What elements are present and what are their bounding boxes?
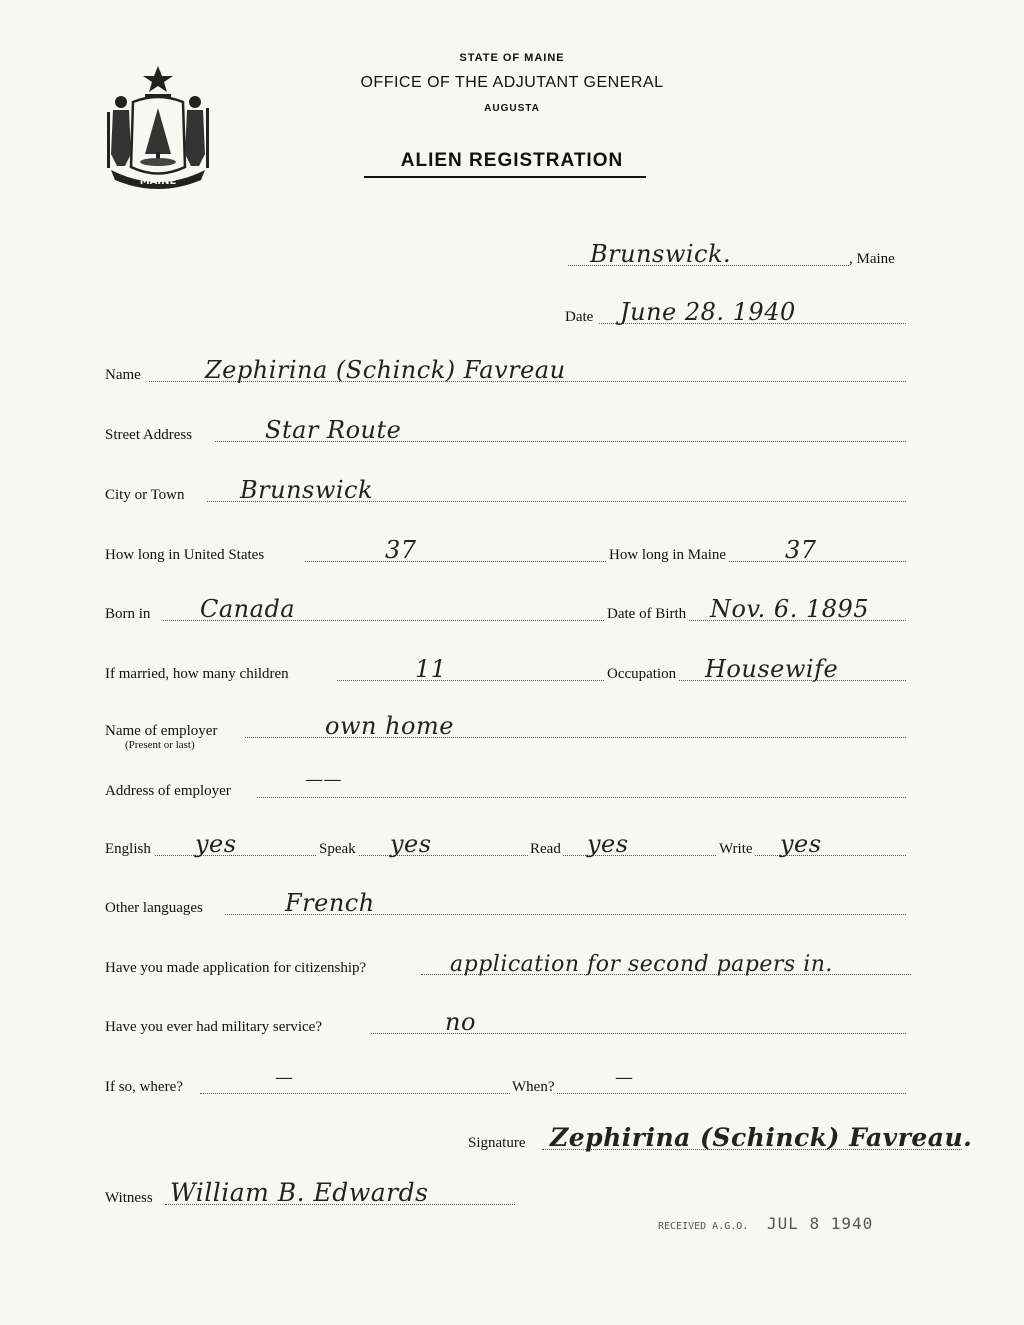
employer-row	[105, 712, 910, 751]
office-heading: OFFICE OF THE ADJUTANT GENERAL	[360, 74, 664, 91]
city-value: Brunswick	[240, 476, 374, 504]
employer-value: own home	[325, 712, 454, 740]
born-in-value: Canada	[200, 595, 296, 623]
military-value: no	[445, 1008, 476, 1036]
when-value: —	[615, 1067, 634, 1088]
write-value: yes	[780, 830, 822, 858]
residence-row	[105, 538, 910, 568]
witness-label: Witness	[105, 1190, 153, 1206]
read-label: Read	[530, 841, 561, 857]
city-heading: AUGUSTA	[484, 103, 540, 114]
english-value: yes	[195, 830, 237, 858]
signature-value: Zephirina (Schinck) Favreau.	[550, 1123, 973, 1152]
maine-years-label: How long in Maine	[609, 547, 727, 563]
stamp-prefix: RECEIVED A.G.O.	[658, 1221, 749, 1232]
employer-label: Name of employer (Present or last)	[105, 723, 218, 751]
name-value: Zephirina (Schinck) Favreau	[205, 356, 566, 384]
title-underline	[364, 176, 646, 178]
street-row	[105, 418, 910, 448]
speak-label: Speak	[319, 841, 356, 857]
where-label: If so, where?	[105, 1079, 183, 1095]
other-languages-label: Other languages	[105, 900, 203, 916]
occupation-label: Occupation	[607, 666, 677, 682]
us-years-label: How long in United States	[105, 547, 265, 563]
military-row	[105, 1010, 910, 1040]
military-label: Have you ever had military service?	[105, 1019, 322, 1035]
other-languages-row	[105, 891, 910, 921]
street-label: Street Address	[105, 427, 193, 443]
service-details-row	[105, 1067, 910, 1100]
us-years-value: 37	[385, 536, 417, 564]
occupation-value: Housewife	[705, 655, 839, 683]
street-value: Star Route	[265, 416, 402, 444]
language-skills-row	[105, 832, 910, 862]
place-suffix: , Maine	[849, 251, 895, 267]
place-row	[560, 242, 910, 272]
employer-address-label: Address of employer	[105, 783, 231, 799]
name-label: Name	[105, 367, 141, 383]
dob-value: Nov. 6. 1895	[710, 595, 870, 623]
when-label: When?	[512, 1079, 555, 1095]
received-stamp	[658, 1214, 873, 1233]
employer-address-value: ——	[305, 769, 342, 790]
citizenship-value: application for second papers in.	[450, 952, 833, 977]
witness-row	[105, 1175, 525, 1211]
state-heading: STATE OF MAINE	[459, 52, 565, 64]
other-languages-value: French	[285, 889, 375, 917]
speak-value: yes	[390, 830, 432, 858]
stamp-date: JUL 8 1940	[766, 1214, 874, 1233]
signature-row	[468, 1120, 988, 1156]
maine-seal-icon	[103, 62, 213, 194]
form-title: ALIEN REGISTRATION	[400, 150, 624, 171]
signature-label: Signature	[468, 1135, 526, 1151]
employer-address-row	[105, 769, 910, 804]
family-row	[105, 657, 910, 687]
read-value: yes	[587, 830, 629, 858]
date-value: June 28. 1940	[620, 298, 796, 326]
where-value: —	[275, 1067, 294, 1088]
citizenship-label: Have you made application for citizenship?	[105, 960, 367, 976]
born-in-label: Born in	[105, 606, 151, 622]
english-label: English	[105, 841, 151, 857]
dob-label: Date of Birth	[607, 606, 687, 622]
employer-sublabel: (Present or last)	[125, 739, 195, 751]
maine-years-value: 37	[785, 536, 817, 564]
witness-value: William B. Edwards	[170, 1178, 429, 1207]
birth-row	[105, 597, 910, 627]
name-row	[105, 358, 910, 388]
seal-banner-text: MAINE	[139, 176, 177, 187]
place-value: Brunswick.	[590, 240, 732, 268]
date-row	[565, 300, 910, 330]
children-value: 11	[415, 655, 447, 683]
city-row	[105, 478, 910, 508]
children-label: If married, how many children	[105, 666, 289, 682]
city-label: City or Town	[105, 487, 185, 503]
citizenship-row	[105, 951, 935, 981]
date-label: Date	[565, 309, 594, 325]
write-label: Write	[719, 841, 753, 857]
